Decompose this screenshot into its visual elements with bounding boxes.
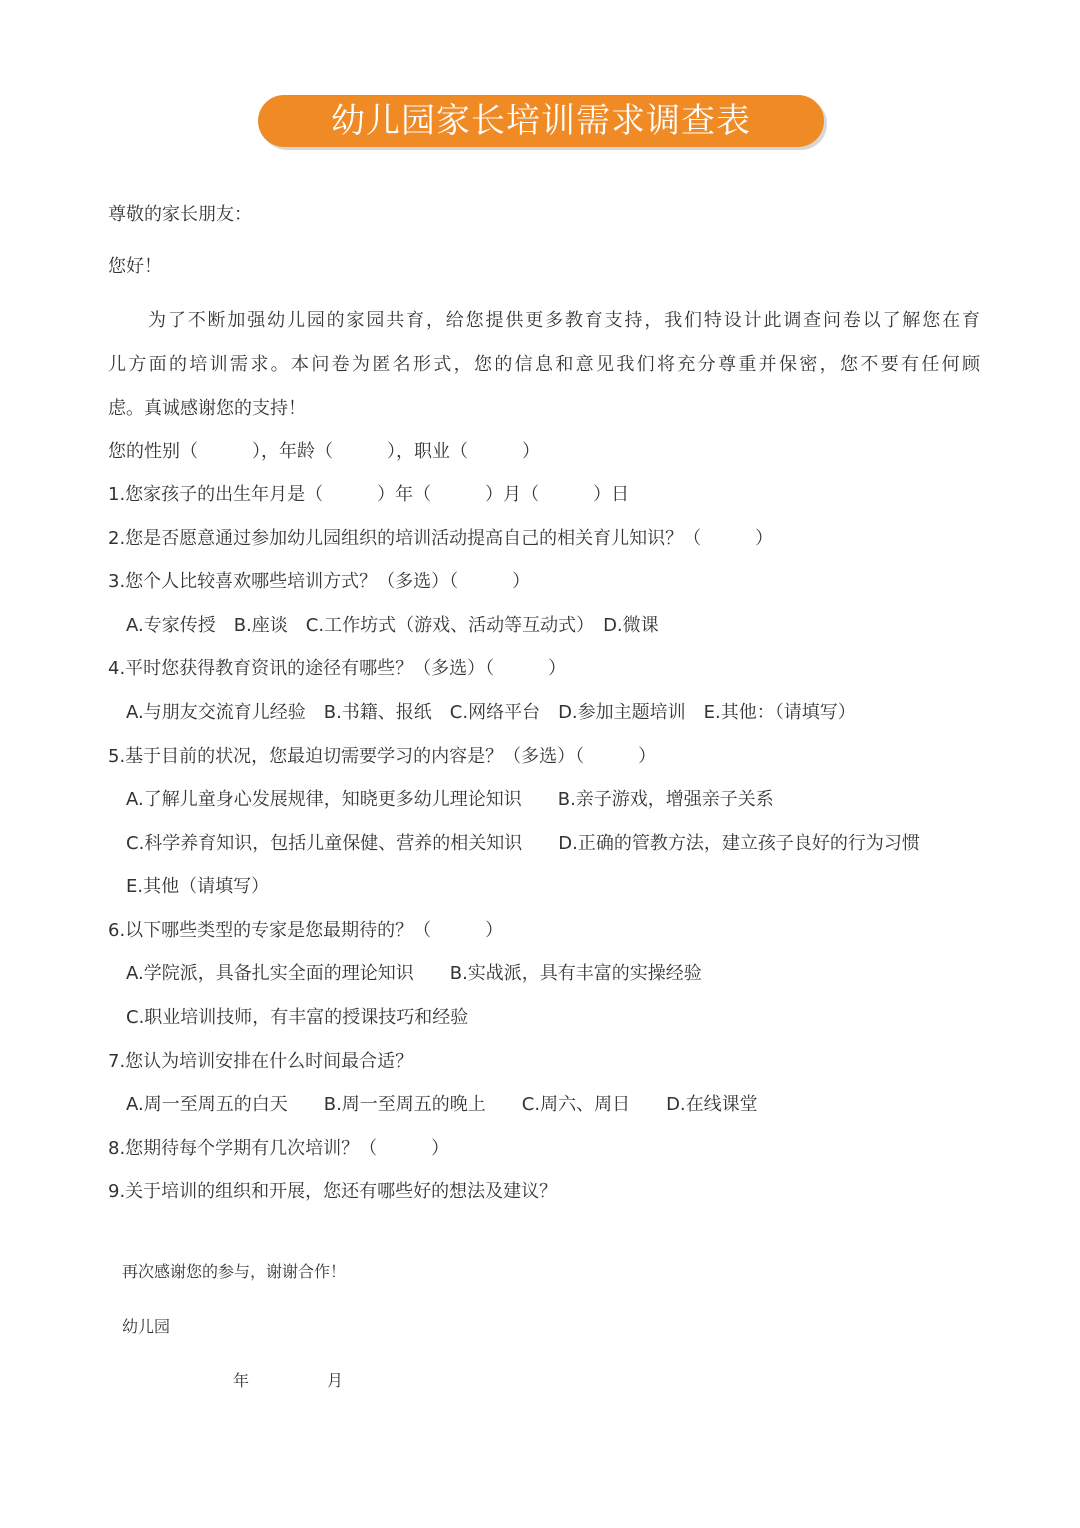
hello-text: 您好！	[108, 256, 162, 277]
kindergarten-signature: 幼儿园	[122, 1317, 171, 1336]
question-9: 9.关于培训的组织和开展，您还有哪些好的想法及建议？	[108, 1181, 558, 1202]
date-month: 月	[327, 1371, 344, 1390]
question-7: 7.您认为培训安排在什么时间最合适？	[108, 1051, 414, 1072]
thanks-text: 再次感谢您的参与，谢谢合作！	[122, 1262, 347, 1281]
question-2: 2.您是否愿意通过参加幼儿园组织的培训活动提高自己的相关育儿知识？（ ）	[108, 528, 774, 549]
question-5: 5.基于目前的状况，您最迫切需要学习的内容是？（多选）（ ）	[108, 746, 657, 767]
salutation: 尊敬的家长朋友：	[108, 204, 252, 225]
question-4-options: A.与朋友交流育儿经验 B.书籍、报纸 C.网络平台 D.参加主题培训 E.其他：（请填写）	[126, 702, 856, 723]
page-title: 幼儿园家长培训需求调查表	[258, 95, 824, 147]
question-5-options-1: A.了解儿童身心发展规律，知晓更多幼儿理论知识 B.亲子游戏，增强亲子关系	[126, 789, 774, 810]
question-6-options-1: A.学院派，具备扎实全面的理论知识 B.实战派，具有丰富的实操经验	[126, 963, 702, 984]
date-year: 年	[233, 1371, 250, 1390]
question-1: 1.您家孩子的出生年月是（ ）年（ ）月（ ）日	[108, 484, 630, 505]
personal-info-line: 您的性别（ ），年龄（ ），职业（ ）	[108, 441, 540, 462]
intro-line-2: 儿方面的培训需求。本问卷为匿名形式，您的信息和意见我们将充分尊重并保密，您不要有任何顾	[108, 354, 980, 375]
question-5-options-2: C.科学养育知识，包括儿童保健、营养的相关知识 D.正确的管教方法，建立孩子良好的行为习惯	[126, 833, 920, 854]
intro-line-3: 虑。真诚感谢您的支持！	[108, 398, 306, 419]
question-6-options-2: C.职业培训技师，有丰富的授课技巧和经验	[126, 1007, 469, 1028]
question-7-options: A.周一至周五的白天 B.周一至周五的晚上 C.周六、周日 D.在线课堂	[126, 1094, 758, 1115]
intro-line-1: 为了不断加强幼儿园的家园共育，给您提供更多教育支持，我们特设计此调查问卷以了解您在育	[148, 310, 980, 331]
question-4: 4.平时您获得教育资讯的途径有哪些？（多选）（ ）	[108, 658, 567, 679]
question-5-options-3: E.其他（请填写）	[126, 876, 270, 897]
question-8: 8.您期待每个学期有几次培训？（ ）	[108, 1138, 450, 1159]
question-6: 6.以下哪些类型的专家是您最期待的？（ ）	[108, 920, 504, 941]
question-3: 3.您个人比较喜欢哪些培训方式？（多选）（ ）	[108, 571, 531, 592]
question-3-options: A.专家传授 B.座谈 C.工作坊式（游戏、活动等互动式） D.微课	[126, 615, 659, 636]
